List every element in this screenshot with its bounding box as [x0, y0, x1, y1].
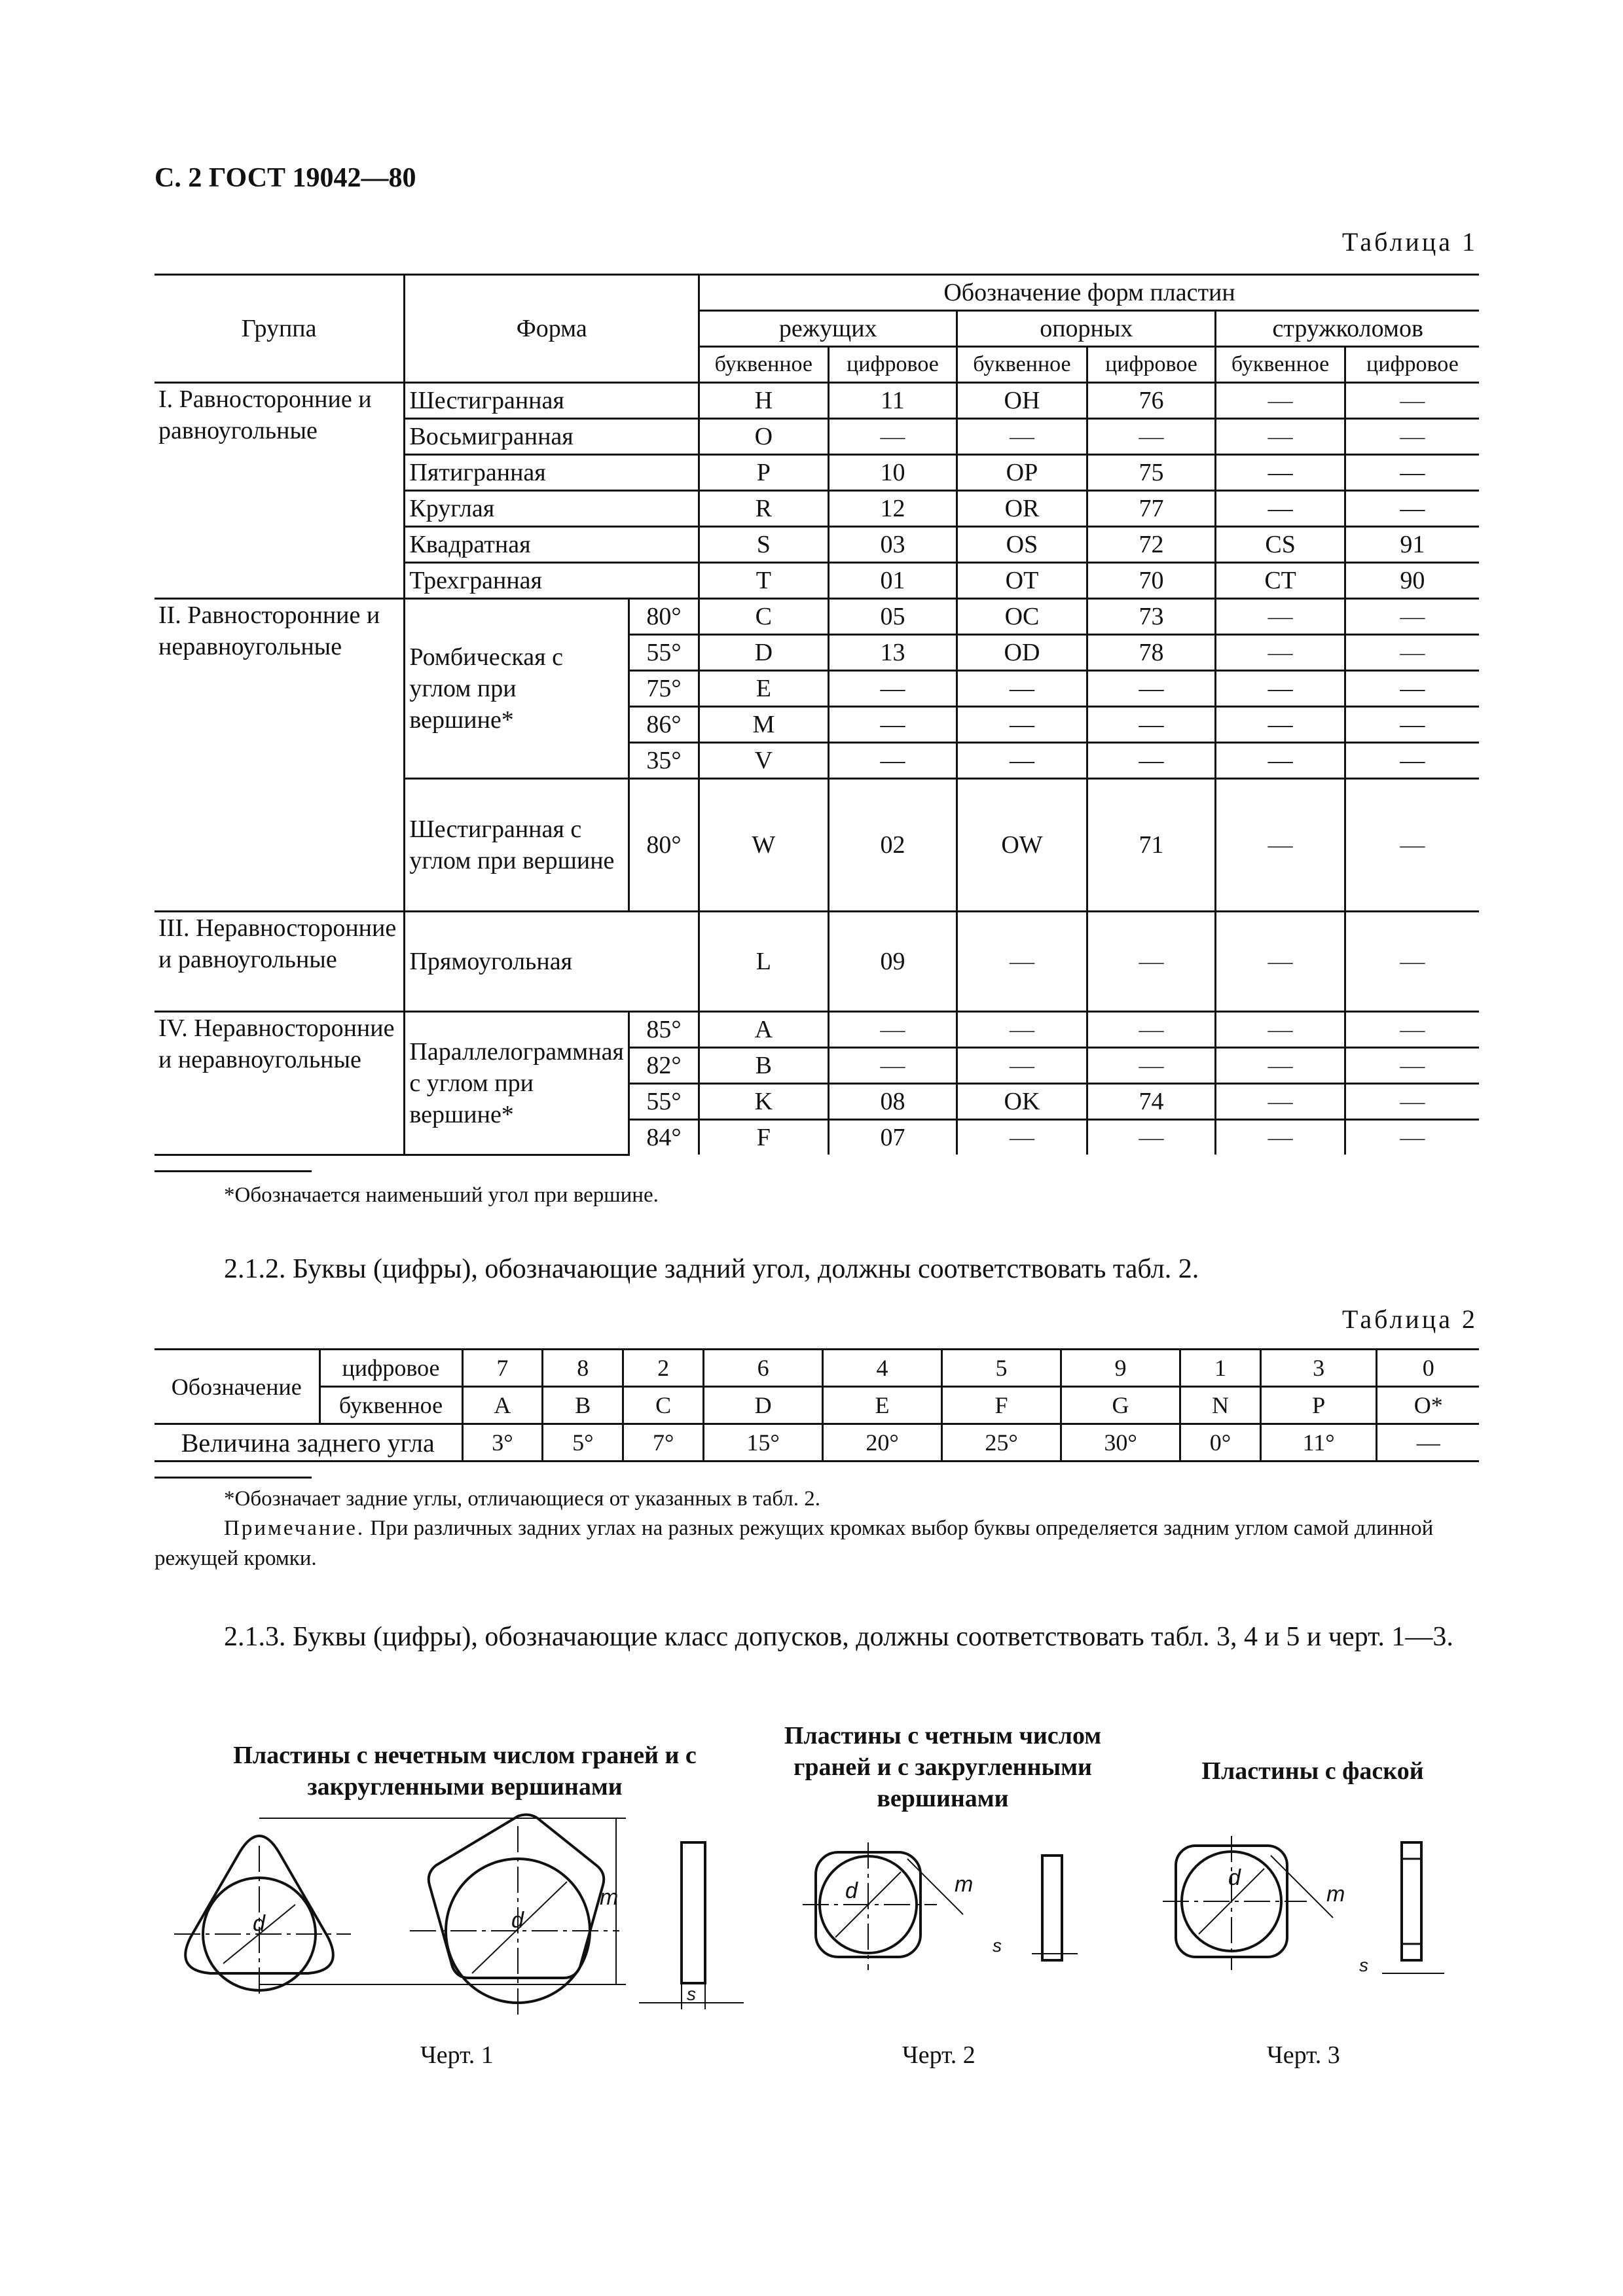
footnote-rule [155, 1170, 312, 1172]
cell: C [623, 1387, 704, 1424]
paragraph-2-1-3: 2.1.3. Буквы (цифры), обозначающие класс допусков, должны соответствовать табл. 3, 4 и 5 и черт. 1—3. [224, 1622, 1453, 1652]
drawing-3-title: Пластины с фаской [1201, 1757, 1424, 1785]
cell: OK [957, 1084, 1087, 1120]
cell: 09 [828, 912, 957, 1012]
cell: — [1216, 779, 1345, 912]
cell: 10 [828, 455, 957, 491]
cell: 0 [1377, 1350, 1479, 1387]
cell: 78 [1087, 635, 1216, 671]
th-designation: Обозначение форм пластин [699, 275, 1479, 311]
label-s: s [687, 1984, 696, 2004]
form-cell: Пятигранная [405, 455, 699, 491]
th-digit: цифровое [1345, 347, 1479, 383]
th-letter: буквенное [957, 347, 1087, 383]
cell: — [1087, 1048, 1216, 1084]
side-view [1402, 1842, 1421, 1960]
cell: — [957, 912, 1087, 1012]
group-cell: III. Неравносторонние и равноугольные [155, 912, 405, 1012]
cell: — [1345, 1012, 1479, 1048]
group-cell: I. Равносторонние и равноугольные [155, 383, 405, 599]
cell: P [699, 455, 829, 491]
cell: 13 [828, 635, 957, 671]
cell: 5 [942, 1350, 1061, 1387]
cell: 1 [1180, 1350, 1261, 1387]
cell: F [942, 1387, 1061, 1424]
cell: 3° [462, 1424, 543, 1462]
cell: — [1216, 671, 1345, 707]
table2-caption: Таблица 2 [1341, 1304, 1478, 1334]
cell: OD [957, 635, 1087, 671]
cell: V [699, 743, 829, 779]
cell: — [1345, 707, 1479, 743]
cell: — [1345, 912, 1479, 1012]
cell: D [699, 635, 829, 671]
cell: — [828, 1012, 957, 1048]
cell: — [1087, 707, 1216, 743]
cell: 55° [629, 1084, 699, 1120]
cell: 5° [543, 1424, 623, 1462]
cell: OR [957, 491, 1087, 527]
cell: 84° [629, 1120, 699, 1155]
cell: OC [957, 599, 1087, 635]
drawing-1-caption: Черт. 1 [420, 2041, 494, 2069]
form-cell: Прямоугольная [405, 912, 699, 1012]
cell: E [699, 671, 829, 707]
cell: 12 [828, 491, 957, 527]
cell: — [1216, 1120, 1345, 1155]
cell: — [1377, 1424, 1479, 1462]
form-cell: Шестигранная с углом при вершине [405, 779, 629, 912]
cell: OH [957, 383, 1087, 419]
footnote-2: *Обозначает задние углы, отличающиеся от указанных в табл. 2. [224, 1487, 821, 1511]
cell: — [957, 1120, 1087, 1155]
cell: — [1345, 1084, 1479, 1120]
cell: 7° [623, 1424, 704, 1462]
cell: OP [957, 455, 1087, 491]
cell: — [1216, 1048, 1345, 1084]
cell: — [1216, 1084, 1345, 1120]
table-row [155, 912, 1479, 1012]
cell: — [828, 1048, 957, 1084]
th-designation: Обозначение [155, 1350, 319, 1424]
drawing-2-title: Пластины с четным числом граней и с закругленными вершинами [784, 1722, 1102, 1812]
cell: 91 [1345, 527, 1479, 563]
insert-drawings [155, 1806, 1479, 2029]
cell: 07 [828, 1120, 957, 1155]
cell: — [828, 743, 957, 779]
cell: H [699, 383, 829, 419]
table-row [155, 383, 1479, 419]
cell: B [543, 1387, 623, 1424]
cell: — [1345, 1048, 1479, 1084]
cell: — [828, 671, 957, 707]
cell: 20° [823, 1424, 942, 1462]
cell: A [462, 1387, 543, 1424]
cell: R [699, 491, 829, 527]
cell: A [699, 1012, 829, 1048]
label-d: d [253, 1911, 265, 1936]
label-s: s [1359, 1955, 1368, 1975]
cell: 3 [1260, 1350, 1377, 1387]
table1-caption: Таблица 1 [1341, 227, 1478, 257]
cell: 2 [623, 1350, 704, 1387]
cell: D [704, 1387, 823, 1424]
cell: 7 [462, 1350, 543, 1387]
cell: 25° [942, 1424, 1061, 1462]
form-cell: Восьмигранная [405, 419, 699, 455]
th-letter: буквенное [699, 347, 829, 383]
cell: G [1061, 1387, 1180, 1424]
cell: — [1345, 455, 1479, 491]
cell: — [1216, 707, 1345, 743]
cell: — [1216, 912, 1345, 1012]
cell: 0° [1180, 1424, 1261, 1462]
th-letter: буквенное [319, 1387, 462, 1424]
cell: 02 [828, 779, 957, 912]
cell: 11 [828, 383, 957, 419]
form-cell: Квадратная [405, 527, 699, 563]
cell: — [1087, 419, 1216, 455]
cell: OT [957, 563, 1087, 599]
th-digit: цифровое [828, 347, 957, 383]
cell: CS [1216, 527, 1345, 563]
cell: 30° [1061, 1424, 1180, 1462]
cell: 80° [629, 599, 699, 635]
cell: — [957, 419, 1087, 455]
cell: N [1180, 1387, 1261, 1424]
label-m: m [1326, 1882, 1345, 1907]
cell: — [957, 707, 1087, 743]
cell: 76 [1087, 383, 1216, 419]
cell: M [699, 707, 829, 743]
cell: — [1345, 1120, 1479, 1155]
cell: T [699, 563, 829, 599]
th-digit: цифровое [1087, 347, 1216, 383]
footnote-rule [155, 1477, 312, 1479]
cell: 11° [1260, 1424, 1377, 1462]
cell: — [1216, 1012, 1345, 1048]
cell: C [699, 599, 829, 635]
table-row [155, 599, 1479, 635]
cell: OS [957, 527, 1087, 563]
table1 [155, 274, 1479, 1156]
cell: — [1087, 1120, 1216, 1155]
th-form: Форма [405, 275, 699, 383]
cell: — [957, 1012, 1087, 1048]
form-cell: Шестигранная [405, 383, 699, 419]
group-cell: IV. Неравносторонние и неравноугольные [155, 1012, 405, 1155]
side-view [1042, 1856, 1062, 1960]
cell: — [1345, 743, 1479, 779]
cell: P [1260, 1387, 1377, 1424]
cell: — [957, 1048, 1087, 1084]
note-text: При различных задних углах на разных режущих кромках выбор буквы определяется задним углом самой длинной режущей кромки. [155, 1516, 1434, 1570]
cell: — [1345, 779, 1479, 912]
cell: 55° [629, 635, 699, 671]
cell: 15° [704, 1424, 823, 1462]
cell: S [699, 527, 829, 563]
cell: 73 [1087, 599, 1216, 635]
cell: 75 [1087, 455, 1216, 491]
cell: — [1216, 419, 1345, 455]
cell: 70 [1087, 563, 1216, 599]
label-d: d [1228, 1865, 1241, 1890]
label-d: d [511, 1908, 524, 1933]
cell: 03 [828, 527, 957, 563]
group-cell: II. Равносторонние и неравноугольные [155, 599, 405, 912]
cell: F [699, 1120, 829, 1155]
form-cell: Трехгранная [405, 563, 699, 599]
drawing-2-caption: Черт. 2 [902, 2041, 976, 2069]
cell: — [828, 419, 957, 455]
label-m: m [600, 1885, 619, 1910]
cell: — [1345, 491, 1479, 527]
paragraph-2-1-2: 2.1.2. Буквы (цифры), обозначающие задний угол, должны соответствовать табл. 2. [224, 1254, 1199, 1284]
cell: — [1345, 383, 1479, 419]
th-support: опорных [957, 311, 1216, 347]
form-cell: Параллелограммная с углом при вершине* [405, 1012, 629, 1155]
cell: 71 [1087, 779, 1216, 912]
page-header: С. 2 ГОСТ 19042—80 [155, 163, 416, 193]
cell: OW [957, 779, 1087, 912]
cell: — [1216, 599, 1345, 635]
th-letter: буквенное [1216, 347, 1345, 383]
cell: — [1087, 912, 1216, 1012]
cell: 01 [828, 563, 957, 599]
label-d: d [845, 1878, 858, 1903]
label-s: s [993, 1935, 1002, 1956]
cell: — [1345, 635, 1479, 671]
cell: 4 [823, 1350, 942, 1387]
cell: — [1087, 1012, 1216, 1048]
cell: 05 [828, 599, 957, 635]
cell: CT [1216, 563, 1345, 599]
cell: K [699, 1084, 829, 1120]
side-view [682, 1842, 705, 1983]
footnote-1: *Обозначается наименьший угол при вершине. [224, 1183, 659, 1207]
th-digit: цифровое [319, 1350, 462, 1387]
cell: — [1216, 383, 1345, 419]
cell: — [1216, 743, 1345, 779]
cell: — [957, 743, 1087, 779]
th-cutting: режущих [699, 311, 957, 347]
note-label: Примечание. [224, 1516, 365, 1540]
cell: B [699, 1048, 829, 1084]
cell: — [957, 671, 1087, 707]
table2 [155, 1348, 1479, 1462]
cell: 8 [543, 1350, 623, 1387]
cell: — [1345, 419, 1479, 455]
label-m: m [955, 1872, 974, 1897]
th-group: Группа [155, 275, 405, 383]
cell: 6 [704, 1350, 823, 1387]
cell: — [1216, 635, 1345, 671]
cell: L [699, 912, 829, 1012]
drawing-3-caption: Черт. 3 [1267, 2041, 1340, 2069]
form-cell: Ромбическая с углом при вершине* [405, 599, 629, 779]
cell: — [828, 707, 957, 743]
cell: 75° [629, 671, 699, 707]
cell: — [1216, 491, 1345, 527]
cell: 85° [629, 1012, 699, 1048]
cell: 35° [629, 743, 699, 779]
cell: — [1216, 455, 1345, 491]
cell: 82° [629, 1048, 699, 1084]
cell: E [823, 1387, 942, 1424]
table-row [155, 1012, 1479, 1048]
cell: 9 [1061, 1350, 1180, 1387]
drawing-1-title: Пластины с нечетным числом граней и с закругленными вершинами [233, 1742, 697, 1801]
cell: 80° [629, 779, 699, 912]
note [155, 1513, 1479, 1573]
cell: W [699, 779, 829, 912]
cell: — [1345, 671, 1479, 707]
th-back-angle: Величина заднего угла [155, 1424, 462, 1462]
cell: O [699, 419, 829, 455]
cell: 86° [629, 707, 699, 743]
cell: — [1087, 671, 1216, 707]
cell: O* [1377, 1387, 1479, 1424]
form-cell: Круглая [405, 491, 699, 527]
cell: 72 [1087, 527, 1216, 563]
th-chipbreaker: стружколомов [1216, 311, 1479, 347]
cell: 77 [1087, 491, 1216, 527]
cell: 74 [1087, 1084, 1216, 1120]
cell: 90 [1345, 563, 1479, 599]
cell: — [1087, 743, 1216, 779]
cell: — [1345, 599, 1479, 635]
cell: 08 [828, 1084, 957, 1120]
